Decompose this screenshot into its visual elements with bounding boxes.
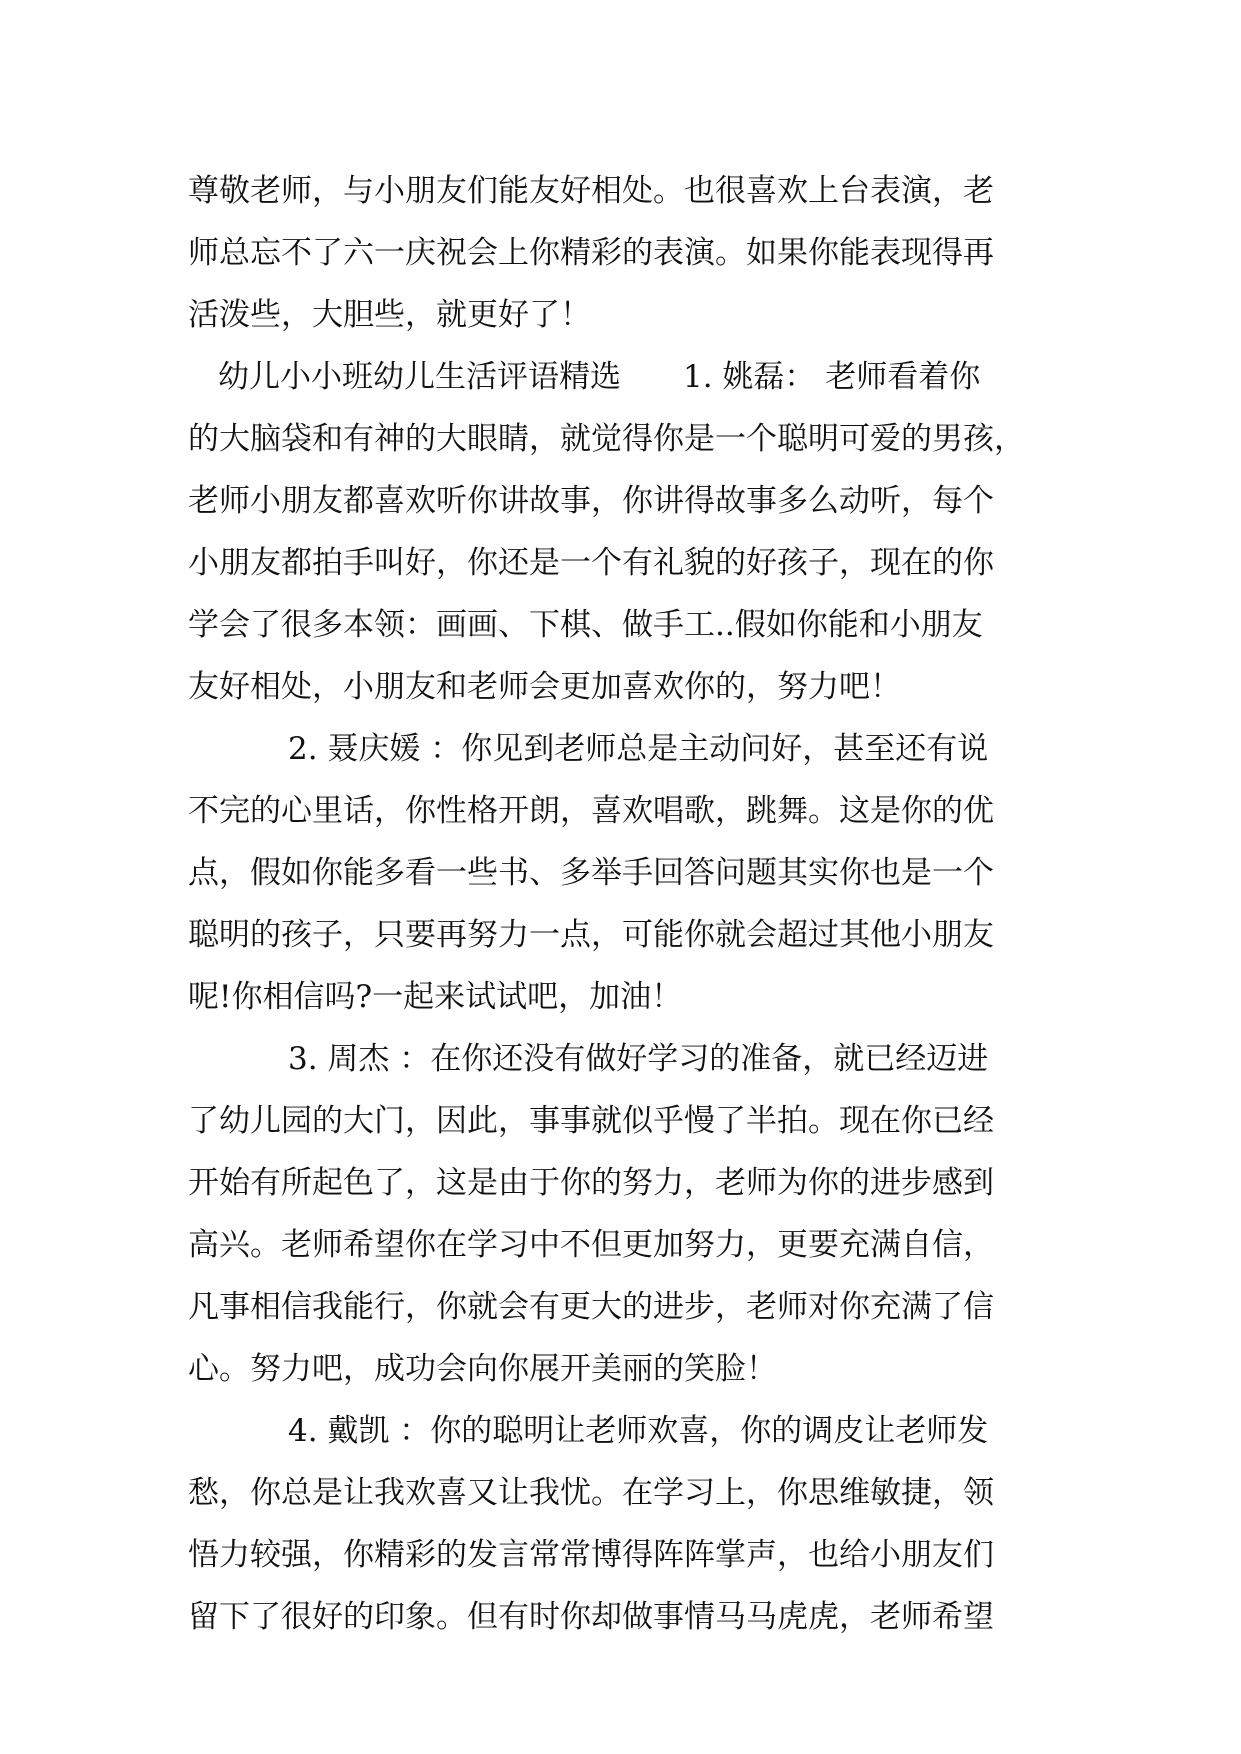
entry-3-start: 3. 周杰 ：在你还没有做好学习的准备，就已经迈进 <box>288 1041 989 1077</box>
text-line: 聪明的孩子，只要再努力一点，可能你就会超过其他小朋友 <box>188 917 994 953</box>
text-line: 不完的心里话，你性格开朗，喜欢唱歌，跳舞。这是你的优 <box>188 793 994 829</box>
text-line: 小朋友都拍手叫好，你还是一个有礼貌的好孩子，现在的你 <box>188 545 994 581</box>
text-line: 高兴。老师希望你在学习中不但更加努力，更要充满自信， <box>188 1227 994 1263</box>
document-body <box>188 160 1056 1648</box>
text-line: 师总忘不了六一庆祝会上你精彩的表演。如果你能表现得再 <box>188 235 994 271</box>
entry-4-start: 4. 戴凯 ：你的聪明让老师欢喜，你的调皮让老师发 <box>288 1413 989 1449</box>
text-line: 学会了很多本领：画画、下棋、做手工..假如你能和小朋友 <box>188 607 983 643</box>
text-line: 了幼儿园的大门，因此，事事就似乎慢了半拍。现在你已经 <box>188 1103 994 1139</box>
text-line: 老师小朋友都喜欢听你讲故事，你讲得故事多么动听，每个 <box>188 483 994 519</box>
text-line: 开始有所起色了，这是由于你的努力，老师为你的进步感到 <box>188 1165 994 1201</box>
section-heading: 幼儿小小班幼儿生活评语精选 <box>218 359 621 395</box>
text-line: 的大脑袋和有神的大眼睛，就觉得你是一个聪明可爱的男孩， <box>188 421 1025 457</box>
text-line: 心。努力吧，成功会向你展开美丽的笑脸！ <box>188 1351 777 1387</box>
text-line: 愁，你总是让我欢喜又让我忧。在学习上，你思维敏捷，领 <box>188 1475 994 1511</box>
text-line: 活泼些，大胆些，就更好了！ <box>188 297 591 333</box>
entry-1-start: 1. 姚磊： 老师看着你 <box>683 359 981 395</box>
text-line: 悟力较强，你精彩的发言常常博得阵阵掌声，也给小朋友们 <box>188 1537 994 1573</box>
text-line: 凡事相信我能行，你就会有更大的进步，老师对你充满了信 <box>188 1289 994 1325</box>
text-line: 尊敬老师，与小朋友们能友好相处。也很喜欢上台表演，老 <box>188 173 994 209</box>
text-line: 留下了很好的印象。但有时你却做事情马马虎虎，老师希望 <box>188 1599 994 1635</box>
text-line: 点，假如你能多看一些书、多举手回答问题其实你也是一个 <box>188 855 994 891</box>
section-heading-line <box>188 346 1056 408</box>
text-line: 呢!你相信吗?一起来试试吧，加油！ <box>188 979 683 1015</box>
text-line: 友好相处，小朋友和老师会更加喜欢你的，努力吧！ <box>188 669 901 705</box>
entry-2-start: 2. 聂庆媛 ：你见到老师总是主动问好，甚至还有说 <box>288 731 989 767</box>
